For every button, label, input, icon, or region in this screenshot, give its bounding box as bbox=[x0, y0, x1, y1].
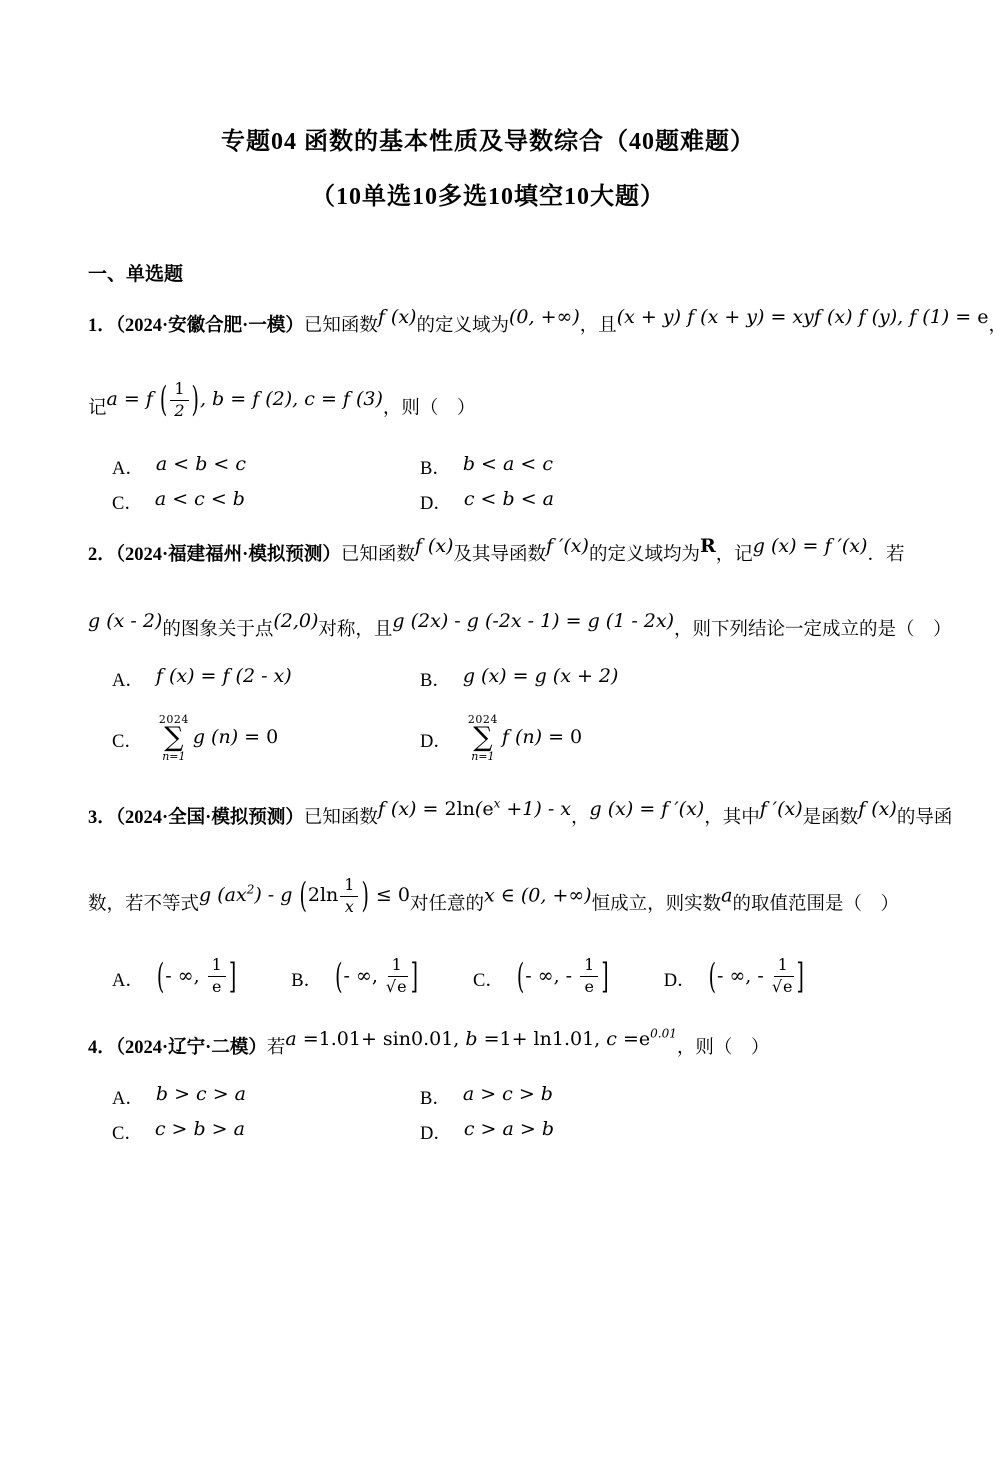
question-stem-line bbox=[88, 302, 1007, 341]
options-group bbox=[88, 1083, 888, 1145]
fraction-numerator: 1 bbox=[170, 381, 188, 401]
option-item bbox=[420, 453, 888, 480]
big-delimiter: ) bbox=[361, 876, 369, 917]
option-item bbox=[420, 665, 888, 692]
math-run: = 0 bbox=[244, 726, 279, 749]
option-math bbox=[708, 955, 805, 997]
text-run: ，则（ ） bbox=[382, 398, 476, 419]
option-label: C． bbox=[112, 494, 143, 515]
option-math bbox=[463, 665, 619, 687]
question-source: 3．（2024·全国·模拟预测） bbox=[88, 807, 304, 828]
math-run: f ′(x) bbox=[759, 797, 803, 820]
superscript: 2 bbox=[246, 882, 255, 897]
math-fragment bbox=[858, 798, 897, 820]
math-run: f (x) bbox=[858, 797, 897, 820]
math-run: g (x - 2) bbox=[88, 610, 163, 633]
math-run: f (x) bbox=[414, 535, 454, 558]
questions-container bbox=[88, 302, 1007, 1145]
math-run: (0, +∞) bbox=[509, 306, 580, 328]
text-run: ，则（ ） bbox=[676, 1037, 770, 1058]
math-run: =1+ ln1.01, bbox=[477, 1027, 607, 1050]
option-label: D． bbox=[420, 1123, 452, 1144]
math-run: 2ln bbox=[444, 797, 475, 820]
question-source: 4．（2024·辽宁·二模） bbox=[88, 1037, 267, 1058]
text-run: 是函数 bbox=[802, 807, 859, 828]
text-run: ，记 bbox=[715, 545, 753, 566]
options-group bbox=[88, 665, 888, 762]
math-fragment bbox=[415, 535, 454, 557]
big-delimiter: ( bbox=[335, 956, 343, 997]
sum-upper-limit: 2024 bbox=[467, 713, 498, 727]
option-math bbox=[155, 1118, 245, 1140]
text-run: 的导函 bbox=[896, 807, 953, 828]
option-label: B． bbox=[420, 671, 451, 692]
text-run: 对任意的 bbox=[409, 894, 484, 915]
text-run: ， bbox=[571, 807, 590, 828]
option-label: A． bbox=[112, 671, 144, 692]
big-delimiter: ( bbox=[156, 956, 165, 997]
option-label: A． bbox=[112, 459, 144, 480]
option-math bbox=[156, 955, 237, 997]
option-math bbox=[156, 1083, 246, 1105]
option-item bbox=[112, 488, 420, 515]
math-run: a bbox=[285, 1027, 297, 1050]
big-delimiter: ] bbox=[601, 956, 609, 997]
math-run: a bbox=[721, 884, 733, 907]
math-run: c < b < a bbox=[463, 488, 555, 511]
option-math bbox=[464, 488, 554, 510]
math-fragment bbox=[590, 798, 705, 820]
question-stem-line bbox=[88, 794, 953, 833]
math-run: √ bbox=[771, 977, 783, 997]
option-math bbox=[516, 955, 610, 997]
fraction bbox=[340, 874, 358, 916]
overline-run: e bbox=[783, 977, 793, 997]
math-run: =e bbox=[616, 1027, 651, 1050]
text-run: ，其中 bbox=[704, 807, 760, 828]
math-run: a > c > b bbox=[462, 1082, 553, 1105]
section-heading: 一、单选题 bbox=[88, 264, 184, 285]
option-item bbox=[112, 665, 420, 692]
overline-run: e bbox=[397, 977, 407, 997]
text-run: 已知函数 bbox=[303, 316, 378, 336]
question-stem-line bbox=[88, 1024, 888, 1063]
math-run: e bbox=[584, 977, 594, 997]
summation bbox=[468, 714, 498, 762]
question-2 bbox=[88, 531, 952, 763]
option-item bbox=[473, 957, 610, 996]
sum-lower-limit: n=1 bbox=[471, 749, 495, 763]
doc-title-line1: 专题04 函数的基本性质及导数综合（40题难题） bbox=[221, 129, 755, 155]
math-fragment bbox=[760, 798, 803, 820]
fraction-numerator: 1 bbox=[208, 957, 226, 977]
math-run: a < c < b bbox=[154, 488, 245, 511]
option-label: B． bbox=[291, 970, 323, 991]
math-run: =1.01+ sin0.01, bbox=[296, 1027, 466, 1050]
fraction bbox=[170, 381, 188, 420]
math-run: f (n) bbox=[501, 726, 549, 749]
superscript: x bbox=[493, 796, 501, 811]
option-item bbox=[112, 1083, 420, 1110]
math-run: g (x) = g (x + 2) bbox=[462, 665, 619, 688]
math-fragment bbox=[106, 379, 383, 421]
option-math bbox=[463, 453, 553, 475]
text-run: 数，若不等式 bbox=[88, 894, 200, 915]
math-fragment bbox=[484, 884, 592, 906]
option-item bbox=[291, 957, 419, 996]
fraction-denominator: x bbox=[344, 896, 354, 916]
option-label: A． bbox=[112, 1088, 144, 1109]
math-run: a = f bbox=[106, 388, 159, 411]
fraction bbox=[772, 957, 794, 996]
math-run: a < b < c bbox=[155, 453, 247, 476]
text-run: 及其导函数 bbox=[453, 545, 546, 566]
math-run: - ∞, - bbox=[525, 964, 579, 987]
text-run: 记 bbox=[88, 398, 107, 419]
option-item bbox=[112, 453, 420, 480]
option-item bbox=[112, 714, 420, 762]
option-item bbox=[112, 1118, 420, 1145]
math-run: e bbox=[482, 797, 494, 820]
option-label: C． bbox=[112, 732, 143, 753]
option-math bbox=[463, 1083, 553, 1105]
fraction bbox=[386, 957, 408, 996]
math-run: f (x) = bbox=[377, 797, 445, 820]
math-run: g (n) bbox=[192, 726, 245, 749]
math-run: 2ln bbox=[307, 884, 339, 907]
big-delimiter: ( bbox=[708, 956, 717, 997]
big-delimiter: ] bbox=[410, 956, 419, 997]
option-label: D． bbox=[420, 732, 452, 753]
question-source: 2．（2024·福建福州·模拟预测） bbox=[88, 545, 341, 566]
math-fragment bbox=[753, 535, 868, 557]
math-run: ( bbox=[474, 797, 483, 820]
fraction-denominator: 2 bbox=[174, 400, 185, 420]
text-run: 已知函数 bbox=[303, 807, 378, 828]
big-delimiter: ) bbox=[191, 380, 199, 421]
question-1 bbox=[88, 302, 1007, 515]
text-run: ，且 bbox=[579, 316, 617, 336]
fraction bbox=[580, 957, 598, 996]
option-label: B． bbox=[420, 1088, 451, 1109]
option-item bbox=[664, 957, 805, 996]
option-item bbox=[112, 957, 237, 996]
option-item bbox=[420, 1118, 888, 1145]
math-run: (x + y) f (x + y) = xyf (x) f (y), f (1) = bbox=[616, 306, 978, 328]
math-run: f ′(x) bbox=[546, 535, 589, 558]
options-group bbox=[88, 453, 888, 515]
option-label: C． bbox=[112, 1123, 143, 1144]
fraction-numerator: 1 bbox=[580, 957, 598, 977]
math-fragment bbox=[700, 535, 716, 557]
question-4 bbox=[88, 1024, 888, 1145]
math-run: g (2x) - g (-2x - 1) = g (1 - 2x) bbox=[392, 610, 675, 633]
option-label: C． bbox=[473, 970, 504, 991]
math-run: - ∞, - bbox=[717, 964, 770, 987]
math-run: b > c > a bbox=[155, 1082, 247, 1105]
option-math bbox=[464, 713, 583, 763]
sigma-symbol: ∑ bbox=[164, 722, 184, 754]
option-math bbox=[156, 453, 246, 475]
fraction bbox=[208, 957, 226, 996]
big-delimiter: ] bbox=[796, 956, 804, 997]
text-run: ，则下列结论一定成立的是（ ） bbox=[674, 620, 952, 641]
math-run: b bbox=[465, 1027, 478, 1050]
math-fragment bbox=[392, 610, 674, 632]
option-math bbox=[334, 955, 419, 997]
math-run: e bbox=[212, 977, 222, 997]
math-fragment bbox=[199, 874, 410, 917]
math-run: c > b > a bbox=[154, 1117, 245, 1140]
big-delimiter: ( bbox=[159, 380, 168, 421]
text-run: 的图象关于点 bbox=[162, 620, 274, 641]
math-run: - ∞, bbox=[165, 964, 206, 987]
text-run: ．若 bbox=[867, 545, 905, 566]
math-run: b < a < c bbox=[462, 453, 553, 476]
option-math bbox=[464, 1118, 554, 1140]
option-item bbox=[420, 714, 888, 762]
math-run: ) - g bbox=[254, 884, 299, 907]
math-fragment bbox=[285, 1028, 676, 1050]
question-stem-line bbox=[88, 381, 888, 423]
math-run: g (ax bbox=[199, 884, 247, 907]
option-math bbox=[155, 713, 279, 763]
math-fragment bbox=[546, 535, 589, 557]
math-run: c > a > b bbox=[463, 1117, 555, 1140]
sum-upper-limit: 2024 bbox=[158, 713, 189, 727]
doc-title-line2: （10单选10多选10填空10大题） bbox=[311, 184, 665, 210]
fraction-denominator bbox=[386, 977, 408, 996]
text-run: ， bbox=[988, 316, 1007, 336]
fraction-numerator: 1 bbox=[340, 877, 358, 897]
option-label: B． bbox=[420, 459, 451, 480]
option-math bbox=[156, 665, 292, 687]
math-run: ≤ 0 bbox=[369, 884, 410, 907]
question-stem-line bbox=[88, 874, 899, 919]
math-run: √ bbox=[385, 977, 397, 997]
math-run: g (x) = f ′(x) bbox=[589, 797, 705, 820]
text-run: 的定义域均为 bbox=[588, 545, 700, 566]
text-run: 的定义域为 bbox=[416, 316, 509, 336]
math-fragment bbox=[509, 306, 580, 328]
sigma-symbol: ∑ bbox=[473, 722, 493, 754]
fraction-denominator bbox=[212, 977, 221, 996]
math-run: c bbox=[606, 1027, 617, 1050]
fraction-numerator: 1 bbox=[388, 957, 406, 977]
question-source: 1．（2024·安徽合肥·一模） bbox=[88, 316, 304, 336]
math-run: e bbox=[977, 306, 989, 328]
summation bbox=[159, 714, 189, 762]
math-run: R bbox=[699, 535, 716, 558]
math-fragment bbox=[273, 610, 318, 632]
option-math bbox=[155, 488, 245, 510]
math-run: f (x) bbox=[377, 306, 417, 328]
math-fragment bbox=[88, 610, 162, 632]
option-item bbox=[420, 488, 888, 515]
superscript: 0.01 bbox=[650, 1026, 677, 1041]
math-fragment bbox=[378, 306, 417, 328]
text-run: 若 bbox=[266, 1037, 286, 1058]
fraction-numerator: 1 bbox=[774, 957, 792, 977]
big-delimiter: ] bbox=[228, 956, 237, 997]
math-run: - ∞, bbox=[343, 964, 384, 987]
big-delimiter: ( bbox=[299, 876, 307, 917]
text-run: 的取值范围是（ ） bbox=[732, 894, 899, 915]
question-3 bbox=[88, 794, 953, 997]
question-stem-line bbox=[88, 606, 952, 645]
document-page bbox=[0, 126, 1007, 1145]
math-run: g (x) = f ′(x) bbox=[752, 535, 868, 558]
option-item bbox=[420, 1083, 888, 1110]
option-label: D． bbox=[663, 970, 696, 991]
question-stem-line bbox=[88, 531, 905, 570]
math-fragment bbox=[721, 884, 732, 906]
text-run: 已知函数 bbox=[340, 545, 415, 566]
math-run: (2,0) bbox=[273, 610, 319, 633]
math-fragment bbox=[617, 306, 989, 328]
text-run: 恒成立，则实数 bbox=[591, 894, 722, 915]
math-run: = 0 bbox=[548, 726, 583, 749]
option-label: D． bbox=[420, 494, 452, 515]
fraction-denominator bbox=[772, 977, 794, 996]
math-run: , b = f (2), c = f (3) bbox=[199, 388, 383, 411]
fraction-denominator bbox=[584, 977, 593, 996]
option-label: A． bbox=[112, 970, 144, 991]
math-run: +1) - x bbox=[500, 797, 572, 820]
math-run: f (x) = f (2 - x) bbox=[155, 665, 292, 688]
options-group bbox=[88, 957, 888, 996]
math-fragment bbox=[378, 798, 571, 820]
big-delimiter: ( bbox=[516, 956, 525, 997]
math-run: x ∈ (0, +∞) bbox=[484, 884, 592, 907]
text-run: 对称，且 bbox=[318, 620, 393, 641]
sum-lower-limit: n=1 bbox=[162, 749, 186, 763]
